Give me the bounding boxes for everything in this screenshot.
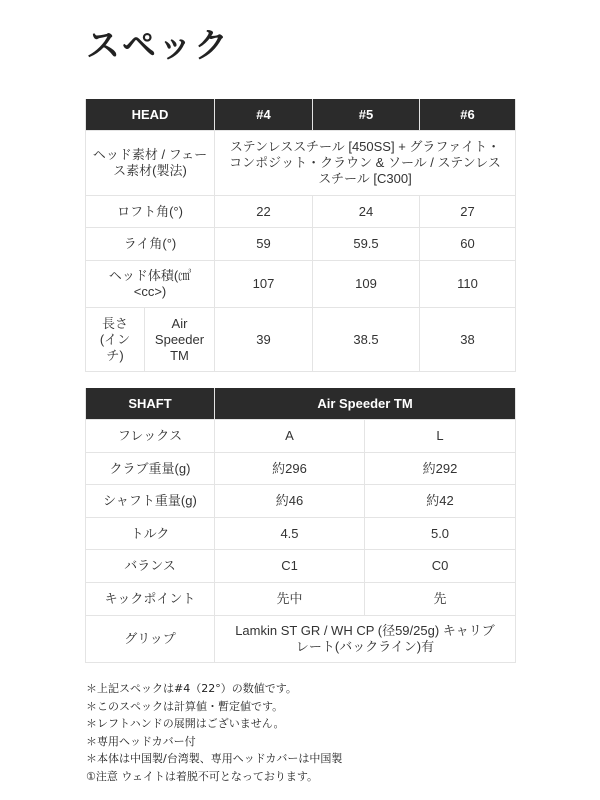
cell-value: 5.0 [365, 518, 516, 550]
cell-value: 60 [420, 228, 516, 261]
grip-value: Lamkin ST GR / WH CP (径59/25g) キャリブレート(バックライン)有 [215, 616, 516, 663]
row-label: 長さ (インチ) [86, 308, 145, 372]
row-sublabel: Air Speeder TM [145, 308, 215, 372]
note-item: ＊このスペックは計算値・暫定値です。 [86, 699, 284, 713]
table-row-loft [86, 196, 516, 228]
table-row-balance [86, 550, 516, 583]
cell-value: 38.5 [313, 308, 420, 372]
cell-value: L [365, 420, 516, 453]
row-label: ロフト角(°) [86, 196, 215, 228]
cell-value: 先 [365, 583, 516, 616]
table-row-shaft-weight [86, 485, 516, 518]
cell-value: 約296 [215, 453, 365, 485]
cell-value: 39 [215, 308, 313, 372]
table-row-club-weight [86, 453, 516, 485]
note-item: ＊上記スペックは#4（22°）の数値です。 [86, 682, 297, 695]
row-label: ライ角(°) [86, 228, 215, 261]
table-row-length [86, 308, 516, 372]
head-spec-table [85, 99, 516, 372]
row-label: ヘッド素材 / フェース素材(製法) [86, 131, 215, 196]
row-label: バランス [86, 550, 215, 583]
note-item: ＊レフトハンドの展開はございません。 [86, 717, 285, 730]
table-row-lie [86, 228, 516, 261]
row-label: ヘッド体積(㎤ <cc>) [86, 261, 215, 308]
cell-value: 4.5 [215, 518, 365, 550]
header-shaft: SHAFT [86, 388, 215, 420]
cell-value: 27 [420, 196, 516, 228]
spec-notes [86, 680, 342, 785]
material-value: ステンレススチール [450SS] + グラファイト・コンポジット・クラウン & ソール / ステンレススチール [C300] [215, 131, 516, 196]
cell-value: 22 [215, 196, 313, 228]
cell-value: C0 [365, 550, 516, 583]
table-row-flex [86, 420, 516, 453]
table-row-material [86, 131, 516, 196]
page-title: スペック [86, 26, 230, 66]
cell-value: 38 [420, 308, 516, 372]
cell-value: 約292 [365, 453, 516, 485]
cell-value: 24 [313, 196, 420, 228]
note-item: ①注意 ウェイトは着脱不可となっております。 [86, 769, 319, 783]
shaft-spec-table [85, 388, 516, 663]
table-row-volume [86, 261, 516, 308]
table-row-torque [86, 518, 516, 550]
cell-value: 109 [313, 261, 420, 308]
row-label: フレックス [86, 420, 215, 453]
table-row-kickpoint [86, 583, 516, 616]
header-shaft-model: Air Speeder TM [215, 388, 516, 420]
table-row-grip [86, 616, 516, 663]
cell-value: 107 [215, 261, 313, 308]
cell-value: 先中 [215, 583, 365, 616]
cell-value: A [215, 420, 365, 453]
header-head: HEAD [86, 99, 215, 131]
head-table-header-row [86, 99, 516, 131]
row-label: クラブ重量(g) [86, 453, 215, 485]
cell-value: 110 [420, 261, 516, 308]
cell-value: 約42 [365, 485, 516, 518]
cell-value: 59.5 [313, 228, 420, 261]
cell-value: C1 [215, 550, 365, 583]
cell-value: 59 [215, 228, 313, 261]
row-label: シャフト重量(g) [86, 485, 215, 518]
header-club-5: #5 [313, 99, 420, 131]
row-label: トルク [86, 518, 215, 550]
shaft-table-header-row [86, 388, 516, 420]
header-club-4: #4 [215, 99, 313, 131]
note-item: ＊本体は中国製/台湾製、専用ヘッドカバーは中国製 [86, 752, 343, 765]
row-label: グリップ [86, 616, 215, 663]
cell-value: 約46 [215, 485, 365, 518]
row-label: キックポイント [86, 583, 215, 616]
note-item: ＊専用ヘッドカバー付 [86, 734, 196, 748]
header-club-6: #6 [420, 99, 516, 131]
